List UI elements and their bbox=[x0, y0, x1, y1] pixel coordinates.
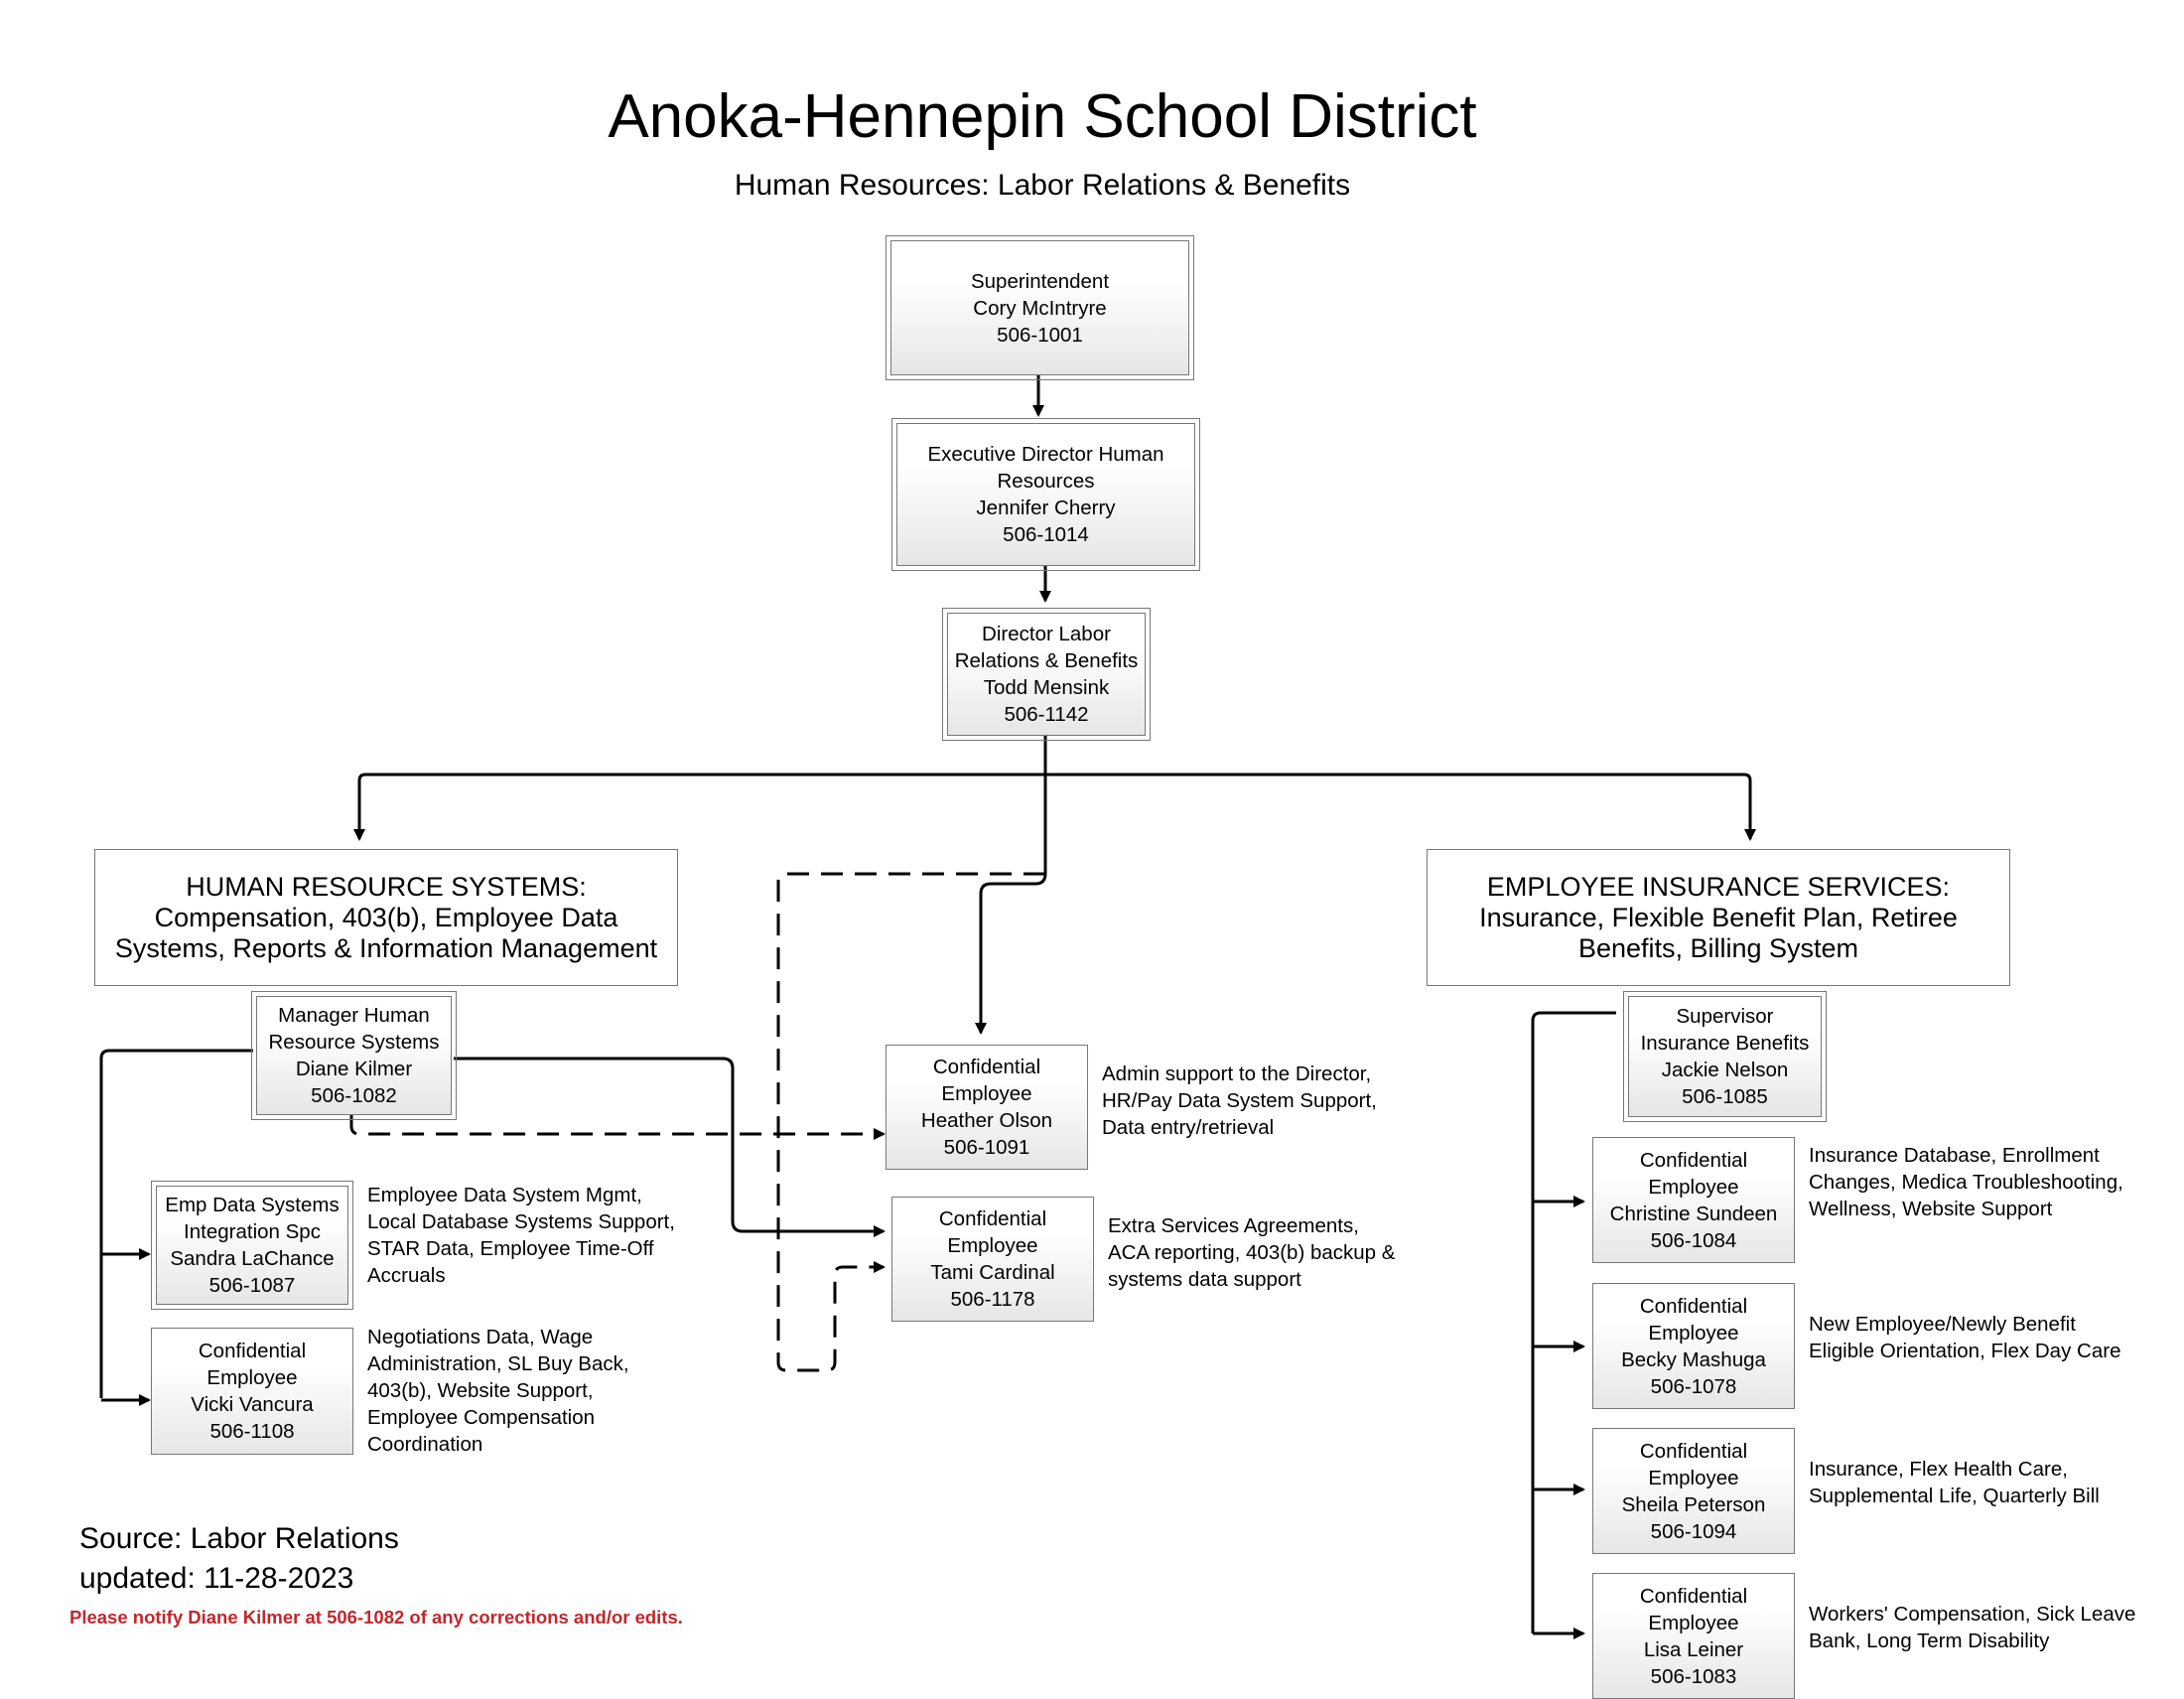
line-branch-left bbox=[359, 775, 1045, 839]
desc-line: Workers' Compensation, Sick Leave bbox=[1809, 1603, 2136, 1626]
desc-vancura bbox=[367, 1324, 629, 1458]
node-line: Employee bbox=[1648, 1611, 1739, 1634]
section-insurance-services bbox=[1427, 849, 2010, 986]
line-branch-right bbox=[1045, 775, 1750, 839]
node-line: Superintendent bbox=[970, 269, 1110, 293]
desc-line: Supplemental Life, Quarterly Bill bbox=[1809, 1485, 2100, 1507]
section-line: Insurance, Flexible Benefit Plan, Retiree bbox=[1479, 902, 1958, 932]
desc-sundeen bbox=[1809, 1142, 2123, 1222]
desc-line: STAR Data, Employee Time-Off bbox=[367, 1237, 654, 1260]
node-line: Integration Spc bbox=[184, 1220, 321, 1243]
node-line: Sheila Peterson bbox=[1621, 1492, 1766, 1516]
node-sundeen bbox=[1592, 1137, 1795, 1263]
desc-line: Coordination bbox=[367, 1433, 483, 1456]
node-line: Relations & Benefits bbox=[954, 649, 1139, 672]
desc-line: ACA reporting, 403(b) backup & bbox=[1108, 1241, 1396, 1264]
node-line: Vicki Vancura bbox=[191, 1393, 314, 1416]
desc-line: Extra Services Agreements, bbox=[1108, 1214, 1359, 1237]
node-line: 506-1085 bbox=[1682, 1085, 1768, 1108]
node-line: 506-1001 bbox=[997, 323, 1083, 347]
node-line: Employee bbox=[941, 1082, 1032, 1105]
node-line: Director Labor bbox=[982, 623, 1111, 645]
node-line: Confidential bbox=[932, 1056, 1041, 1078]
node-line: Executive Director Human bbox=[927, 443, 1164, 466]
node-line: Confidential bbox=[1639, 1294, 1748, 1318]
node-line: 506-1014 bbox=[1003, 523, 1089, 546]
desc-line: Employee Compensation bbox=[367, 1406, 596, 1429]
node-leiner bbox=[1592, 1573, 1795, 1699]
node-line: Sandra LaChance bbox=[170, 1247, 335, 1270]
node-line: Cory McIntryre bbox=[973, 296, 1107, 320]
node-exec-director bbox=[896, 423, 1195, 566]
node-line: Employee bbox=[1648, 1321, 1739, 1345]
node-line: 506-1078 bbox=[1650, 1374, 1737, 1398]
node-line: Employee bbox=[1648, 1466, 1739, 1489]
page-title: Anoka-Hennepin School District bbox=[608, 82, 1477, 151]
desc-line: Insurance, Flex Health Care, bbox=[1809, 1458, 2068, 1481]
desc-line: Local Database Systems Support, bbox=[367, 1210, 675, 1233]
node-cardinal bbox=[891, 1197, 1094, 1322]
page-subtitle: Human Resources: Labor Relations & Benefits bbox=[734, 169, 1351, 202]
node-line: Christine Sundeen bbox=[1609, 1202, 1778, 1225]
desc-leiner bbox=[1809, 1601, 2135, 1654]
node-line: 506-1087 bbox=[208, 1274, 296, 1297]
desc-mashuga bbox=[1809, 1311, 2120, 1364]
section-line: Compensation, 403(b), Employee Data bbox=[154, 902, 618, 932]
desc-line: Admin support to the Director, bbox=[1102, 1062, 1372, 1085]
desc-line: 403(b), Website Support, bbox=[367, 1379, 594, 1402]
desc-line: Bank, Long Term Disability bbox=[1809, 1629, 2050, 1652]
node-director bbox=[947, 613, 1146, 736]
node-line: Confidential bbox=[938, 1207, 1047, 1230]
desc-line: Changes, Medica Troubleshooting, bbox=[1809, 1171, 2123, 1194]
node-line: Becky Mashuga bbox=[1621, 1347, 1766, 1371]
node-line: Confidential bbox=[1639, 1584, 1748, 1608]
node-peterson bbox=[1592, 1428, 1795, 1554]
node-line: Employee bbox=[206, 1366, 298, 1389]
node-line: Insurance Benefits bbox=[1640, 1032, 1810, 1055]
section-line: EMPLOYEE INSURANCE SERVICES: bbox=[1486, 871, 1951, 902]
node-mashuga bbox=[1592, 1283, 1795, 1409]
section-line: Benefits, Billing System bbox=[1577, 932, 1859, 963]
node-line: Tami Cardinal bbox=[930, 1261, 1055, 1284]
desc-peterson bbox=[1809, 1456, 2100, 1509]
desc-line: Eligible Orientation, Flex Day Care bbox=[1809, 1340, 2121, 1362]
desc-olson bbox=[1102, 1061, 1377, 1141]
node-line: Supervisor bbox=[1676, 1005, 1774, 1028]
node-line: Diane Kilmer bbox=[295, 1058, 413, 1080]
node-line: 506-1142 bbox=[1004, 703, 1089, 726]
node-line: Confidential bbox=[1639, 1439, 1748, 1463]
node-line: Employee bbox=[1648, 1175, 1739, 1199]
node-line: Confidential bbox=[1639, 1148, 1748, 1172]
desc-cardinal bbox=[1108, 1212, 1395, 1293]
node-vancura bbox=[151, 1328, 353, 1455]
node-line: Jennifer Cherry bbox=[976, 496, 1116, 519]
desc-line: Administration, SL Buy Back, bbox=[367, 1352, 629, 1375]
corrections-notice: Please notify Diane Kilmer at 506-1082 of any corrections and/or edits. bbox=[69, 1607, 683, 1628]
desc-line: systems data support bbox=[1108, 1268, 1301, 1291]
node-line: 506-1091 bbox=[943, 1136, 1030, 1159]
node-line: Emp Data Systems bbox=[165, 1194, 340, 1216]
source-note bbox=[79, 1519, 399, 1599]
node-lachance bbox=[156, 1186, 348, 1305]
source-text: Source: Labor Relations bbox=[79, 1522, 399, 1555]
node-line: Jackie Nelson bbox=[1661, 1059, 1789, 1081]
dashed-line-manager-olson bbox=[351, 1114, 884, 1134]
node-line: Manager Human bbox=[278, 1004, 430, 1027]
section-hr-systems bbox=[94, 849, 678, 986]
desc-line: HR/Pay Data System Support, bbox=[1102, 1089, 1377, 1112]
desc-line: Negotiations Data, Wage bbox=[367, 1326, 594, 1348]
desc-line: New Employee/Newly Benefit bbox=[1809, 1313, 2076, 1336]
section-line: HUMAN RESOURCE SYSTEMS: bbox=[186, 871, 587, 902]
node-line: Lisa Leiner bbox=[1643, 1637, 1744, 1661]
node-line: Resource Systems bbox=[268, 1031, 440, 1054]
node-olson bbox=[886, 1045, 1088, 1170]
node-line: 506-1084 bbox=[1650, 1228, 1737, 1252]
node-superintendent bbox=[890, 240, 1189, 375]
node-supervisor-insurance bbox=[1628, 996, 1822, 1117]
node-line: Resources bbox=[997, 470, 1095, 493]
desc-line: Employee Data System Mgmt, bbox=[367, 1184, 642, 1206]
desc-line: Wellness, Website Support bbox=[1809, 1198, 2053, 1220]
node-line: Employee bbox=[947, 1234, 1038, 1257]
desc-line: Data entry/retrieval bbox=[1102, 1116, 1275, 1139]
node-line: 506-1082 bbox=[311, 1084, 397, 1107]
desc-line: Insurance Database, Enrollment bbox=[1809, 1144, 2100, 1167]
desc-lachance bbox=[367, 1182, 675, 1289]
node-line: 506-1108 bbox=[209, 1420, 295, 1443]
node-line: Todd Mensink bbox=[983, 676, 1110, 699]
node-line: 506-1094 bbox=[1650, 1519, 1737, 1543]
section-line: Systems, Reports & Information Management bbox=[114, 932, 658, 963]
node-line: 506-1083 bbox=[1650, 1664, 1737, 1688]
node-line: 506-1178 bbox=[950, 1288, 1035, 1311]
line-director-olson bbox=[981, 775, 1045, 1033]
node-manager-hr-systems bbox=[256, 996, 452, 1115]
node-line: Heather Olson bbox=[920, 1109, 1053, 1132]
updated-date: updated: 11-28-2023 bbox=[79, 1562, 354, 1595]
node-line: Confidential bbox=[198, 1340, 307, 1362]
desc-line: Accruals bbox=[367, 1264, 446, 1287]
